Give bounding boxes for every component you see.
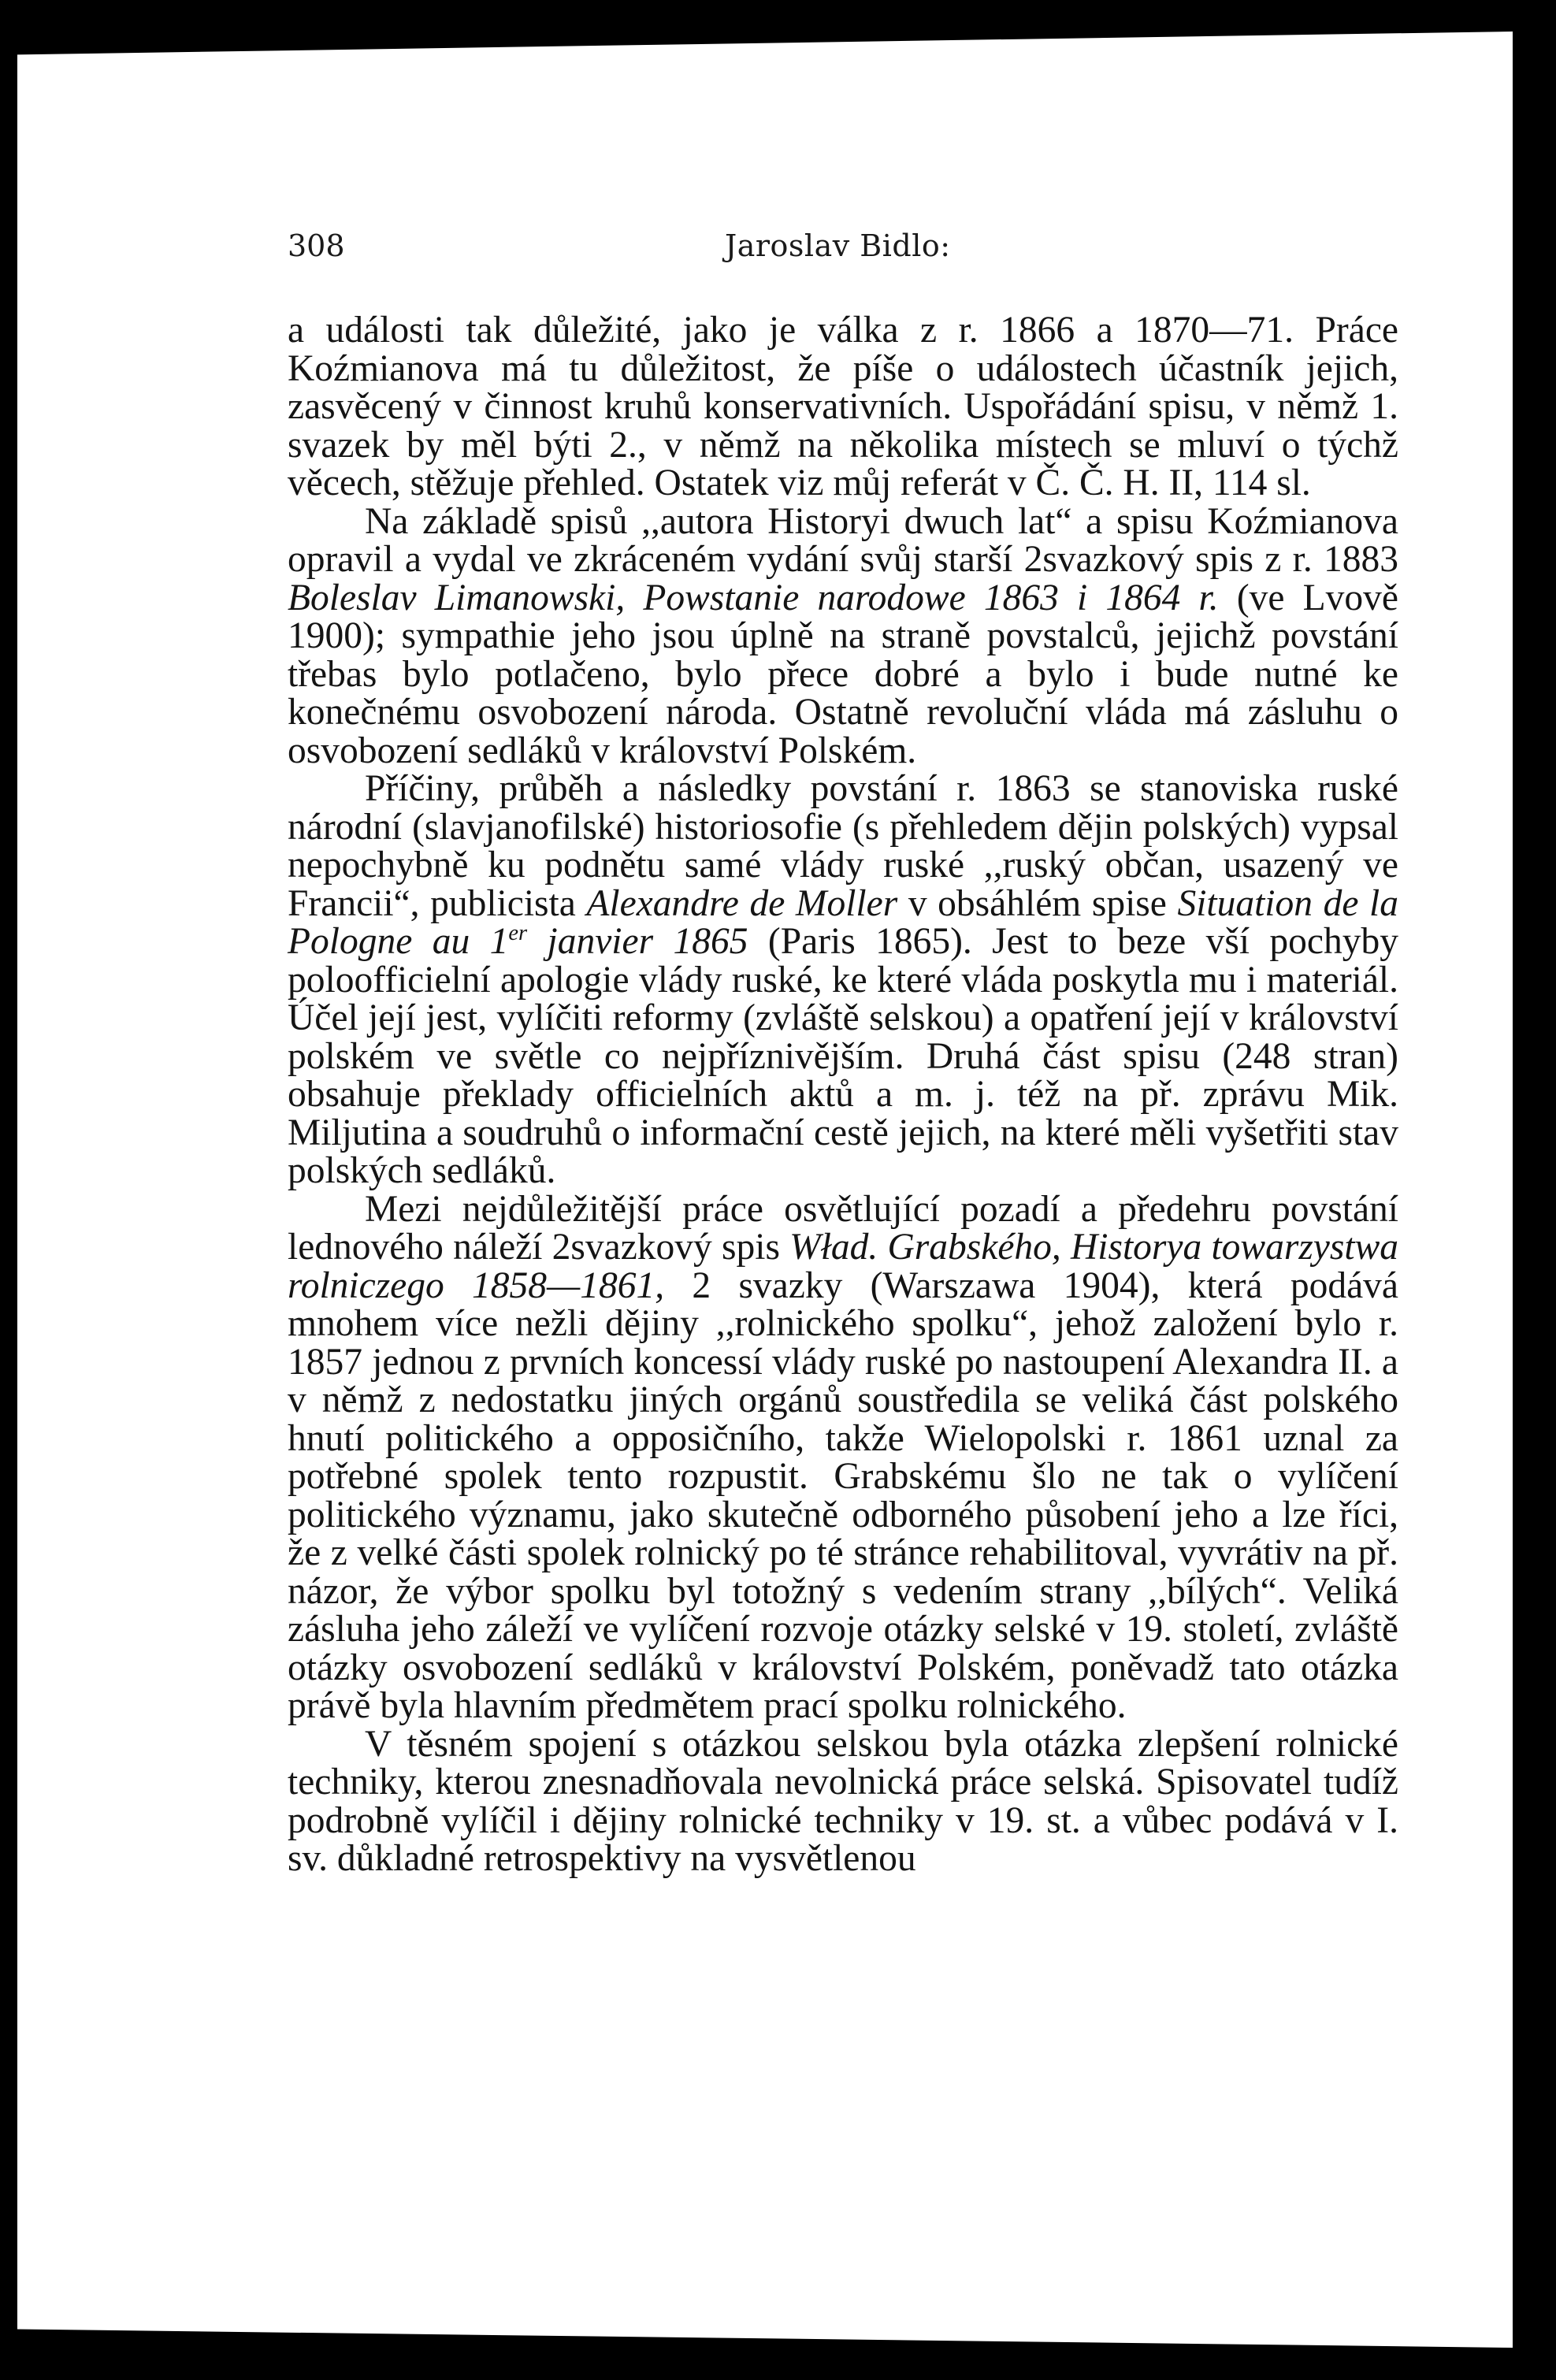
paragraph-3-title-start: Situation de la Pologne au 1 (288, 882, 1398, 962)
paragraph-4 (288, 1190, 1398, 1725)
paragraph-5-text: V těsném spojení s otázkou selskou byla otázka zlepšení rolnické techniky, kterou znesnadňovala nevolnická práce selská. Spisovatel tudíž podrobně vylíčil i dějiny rolnické techniky v 19. st. a vůbec podává v I. sv. důkladné retrospektivy na vysvětlenou (288, 1723, 1398, 1879)
running-head: Jaroslav Bidlo: (725, 228, 951, 263)
paragraph-4-citation: Wład. Grabského, Historya towarzystwa rolniczego 1858—1861, (288, 1227, 1398, 1306)
paragraph-4-text-end: 2 svazky (Warszawa 1904), která podává mnohem více nežli dějiny ,,rolnického spolku“, jehož založení bylo r. 1857 jednou z prvních koncessí vlády ruské po nastoupení Alexandra II. a v němž z nedostatku jiných orgánů soustředila se veliká část polského hnutí politického a opposičního, takže Wielopolski r. 1861 uznal za potřebné spolek tento rozpustit. Grabskému šlo ne tak o vylíčení politického významu, jako skutečně odborného působení jeho a lze říci, že z velké části spolek rolnický po té stránce rehabilitoval, vyvrátiv na př. názor, že výbor spolku byl totožný s vedením strany ,,bílých“. Veliká zásluha jeho záleží ve vylíčení rozvoje otázky selské v 19. století, zvláště otázky osvobození sedláků v království Polském, poněvadž tato otázka právě byla hlavním předmětem prací spolku rolnického. (288, 1264, 1398, 1726)
paragraph-2 (288, 500, 1398, 771)
paragraph-3-title-end: janvier 1865 (527, 921, 748, 962)
paragraph-5 (288, 1725, 1398, 1878)
paragraph-4-text-start: Mezi nejdůležitější práce osvětlující pozadí a předehru povstání lednového náleží 2svazkový spis (288, 1188, 1398, 1268)
paragraph-2-text-end: (ve Lvově 1900); sympathie jeho jsou úplně na straně povstalců, jejichž povstání třebas bylo potlačeno, bylo přece dobré a bylo i bude nutné ke konečnému osvobození národa. Ostatně revoluční vláda má zásluhu o osvobození sedláků v království Polském. (288, 577, 1398, 771)
paragraph-1 (288, 311, 1398, 503)
page-number: 308 (288, 228, 345, 263)
paragraph-2-text-start: Na základě spisů ,,autora Historyi dwuch lat“ a spisu Koźmianova opravil a vydal ve zkráceném vydání svůj starší 2svazkový spis z r. 1883 (288, 500, 1398, 580)
page-header (288, 228, 1406, 276)
paragraph-3 (288, 770, 1398, 1190)
paragraph-3-text-mid: v obsáhlém spise (897, 882, 1178, 924)
paragraph-3-text-start: Příčiny, průběh a následky povstání r. 1863 se stanoviska ruské národní (slavjanofilské) historiosofie (s přehledem dějin polských) vypsal nepochybně ku podnětu samé vlády ruské ,,ruský občan, usazený ve Francii“, publicista (288, 768, 1398, 924)
paragraph-3-author: Alexandre de Moller (586, 882, 898, 924)
paragraph-3-text-end: (Paris 1865). Jest to beze vší pochyby poloofficielní apologie vlády ruské, ke které vláda poskytla mu i materiál. Účel její jest, vylíčiti reformy (zvláště selskou) a opatření její v království polském ve světle co nejpříznivějším. Druhá část spisu (248 stran) obsahuje překlady officielních aktů a m. j. též na př. zprávu Mik. Miljutina a soudruhů o informační cestě jejich, na které měli vyšetřiti stav polských sedláků. (288, 921, 1399, 1191)
paragraph-2-citation: Boleslav Limanowski, Powstanie narodowe 1863 i 1864 r. (288, 577, 1219, 618)
paragraph-3-title-sup: er (508, 921, 528, 946)
paragraph-1-text: a události tak důležité, jako je válka z r. 1866 a 1870—71. Práce Koźmianova má tu důležitost, že píše o událostech účastník jejich, zasvěcený v činnost kruhů konservativních. Uspořádání spisu, v němž 1. svazek by měl býti 2., v němž na několika místech se mluví o týchž věcech, stěžuje přehled. Ostatek viz můj referát v Č. Č. H. II, 114 sl. (288, 310, 1398, 503)
body-text (288, 311, 1398, 1878)
